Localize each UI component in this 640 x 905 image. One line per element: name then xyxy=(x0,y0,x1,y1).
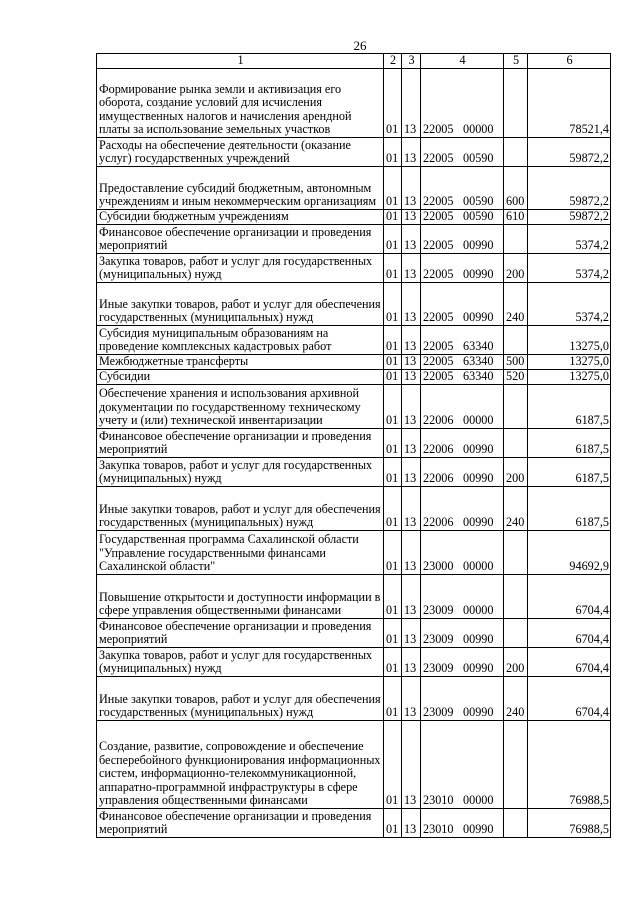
row-name: Иные закупки товаров, работ и услуг для обеспечения государственных (муниципальных) нужд xyxy=(97,487,384,531)
row-target-article xyxy=(421,575,504,619)
table-row xyxy=(97,138,611,167)
row-section: 01 xyxy=(384,575,402,619)
row-subsection: 13 xyxy=(402,677,421,721)
row-article-direction: 00000 xyxy=(463,122,494,137)
row-subsection: 13 xyxy=(402,385,421,429)
header-col-4: 4 xyxy=(421,54,504,69)
row-target-article xyxy=(421,721,504,809)
row-target-article xyxy=(421,69,504,138)
row-name: Финансовое обеспечение организации и проведения мероприятий xyxy=(97,429,384,458)
row-name: Государственная программа Сахалинской области "Управление государственными финансами Сахалинской области" xyxy=(97,531,384,575)
row-section: 01 xyxy=(384,648,402,677)
row-amount: 6704,4 xyxy=(528,648,611,677)
row-article-direction: 00000 xyxy=(463,559,494,574)
row-article-program: 22005 xyxy=(423,369,454,384)
row-expense-type: 240 xyxy=(504,487,528,531)
row-article-program: 22006 xyxy=(423,471,454,486)
row-target-article xyxy=(421,138,504,167)
row-article-direction: 00590 xyxy=(463,194,494,209)
row-article-direction: 00990 xyxy=(463,661,494,676)
row-amount: 76988,5 xyxy=(528,809,611,838)
row-expense-type: 500 xyxy=(504,355,528,370)
row-amount: 6187,5 xyxy=(528,385,611,429)
row-expense-type: 520 xyxy=(504,370,528,385)
row-subsection: 13 xyxy=(402,210,421,225)
row-expense-type: 600 xyxy=(504,167,528,210)
row-article-program: 22006 xyxy=(423,413,454,428)
row-amount: 6187,5 xyxy=(528,458,611,487)
row-expense-type xyxy=(504,385,528,429)
row-section: 01 xyxy=(384,138,402,167)
page-number: 26 xyxy=(353,38,367,53)
row-article-direction: 00990 xyxy=(463,632,494,647)
row-section: 01 xyxy=(384,326,402,355)
table-row xyxy=(97,355,611,370)
row-subsection: 13 xyxy=(402,648,421,677)
table-row xyxy=(97,326,611,355)
row-article-program: 22006 xyxy=(423,442,454,457)
row-target-article xyxy=(421,355,504,370)
row-target-article xyxy=(421,429,504,458)
row-name: Иные закупки товаров, работ и услуг для обеспечения государственных (муниципальных) нужд xyxy=(97,677,384,721)
row-amount: 5374,2 xyxy=(528,254,611,283)
row-name: Финансовое обеспечение организации и проведения мероприятий xyxy=(97,809,384,838)
row-article-direction: 00990 xyxy=(463,705,494,720)
budget-table xyxy=(96,53,611,838)
row-name: Субсидии xyxy=(97,370,384,385)
row-article-program: 23009 xyxy=(423,603,454,618)
row-expense-type: 200 xyxy=(504,458,528,487)
row-amount: 76988,5 xyxy=(528,721,611,809)
row-expense-type xyxy=(504,326,528,355)
row-section: 01 xyxy=(384,283,402,326)
row-subsection: 13 xyxy=(402,355,421,370)
row-name: Расходы на обеспечение деятельности (оказание услуг) государственных учреждений xyxy=(97,138,384,167)
row-target-article xyxy=(421,210,504,225)
table-row xyxy=(97,429,611,458)
row-article-direction: 63340 xyxy=(463,354,494,369)
row-name: Закупка товаров, работ и услуг для государственных (муниципальных) нужд xyxy=(97,254,384,283)
row-name: Предоставление субсидий бюджетным, автономным учреждениям и иным некоммерческим организациям xyxy=(97,167,384,210)
row-amount: 6187,5 xyxy=(528,429,611,458)
row-expense-type xyxy=(504,809,528,838)
row-name: Закупка товаров, работ и услуг для государственных (муниципальных) нужд xyxy=(97,458,384,487)
row-amount: 6704,4 xyxy=(528,677,611,721)
row-subsection: 13 xyxy=(402,254,421,283)
row-amount: 59872,2 xyxy=(528,167,611,210)
row-name: Субсидии бюджетным учреждениям xyxy=(97,210,384,225)
row-article-direction: 00000 xyxy=(463,793,494,808)
row-target-article xyxy=(421,254,504,283)
row-article-program: 23010 xyxy=(423,822,454,837)
row-target-article xyxy=(421,677,504,721)
row-subsection: 13 xyxy=(402,69,421,138)
row-section: 01 xyxy=(384,385,402,429)
row-section: 01 xyxy=(384,370,402,385)
row-amount: 13275,0 xyxy=(528,326,611,355)
row-expense-type: 240 xyxy=(504,283,528,326)
row-article-program: 23009 xyxy=(423,661,454,676)
row-name: Обеспечение хранения и использования архивной документации по государственному техническому учету и (или) технической инвентаризации xyxy=(97,385,384,429)
table-row xyxy=(97,809,611,838)
row-name: Финансовое обеспечение организации и проведения мероприятий xyxy=(97,225,384,254)
row-expense-type xyxy=(504,721,528,809)
row-target-article xyxy=(421,385,504,429)
row-article-program: 23009 xyxy=(423,632,454,647)
row-amount: 59872,2 xyxy=(528,138,611,167)
table-row xyxy=(97,677,611,721)
row-article-direction: 00990 xyxy=(463,267,494,282)
row-article-direction: 00990 xyxy=(463,822,494,837)
table-row xyxy=(97,69,611,138)
row-target-article xyxy=(421,531,504,575)
header-col-5: 5 xyxy=(504,54,528,69)
row-name: Повышение открытости и доступности информации в сфере управления общественными финансами xyxy=(97,575,384,619)
table-row xyxy=(97,225,611,254)
row-name: Иные закупки товаров, работ и услуг для обеспечения государственных (муниципальных) нужд xyxy=(97,283,384,326)
row-section: 01 xyxy=(384,809,402,838)
row-article-program: 23000 xyxy=(423,559,454,574)
row-target-article xyxy=(421,619,504,648)
row-amount: 5374,2 xyxy=(528,225,611,254)
table-row xyxy=(97,283,611,326)
row-section: 01 xyxy=(384,677,402,721)
row-name: Закупка товаров, работ и услуг для государственных (муниципальных) нужд xyxy=(97,648,384,677)
header-col-6: 6 xyxy=(528,54,611,69)
row-article-program: 22005 xyxy=(423,209,454,224)
row-article-program: 22005 xyxy=(423,310,454,325)
row-target-article xyxy=(421,487,504,531)
row-section: 01 xyxy=(384,429,402,458)
row-target-article xyxy=(421,370,504,385)
row-subsection: 13 xyxy=(402,575,421,619)
row-amount: 94692,9 xyxy=(528,531,611,575)
row-subsection: 13 xyxy=(402,283,421,326)
row-article-program: 22005 xyxy=(423,339,454,354)
row-article-direction: 00990 xyxy=(463,238,494,253)
table-row xyxy=(97,385,611,429)
row-name: Межбюджетные трансферты xyxy=(97,355,384,370)
table-row xyxy=(97,531,611,575)
row-article-direction: 00990 xyxy=(463,442,494,457)
row-expense-type xyxy=(504,69,528,138)
row-section: 01 xyxy=(384,531,402,575)
row-subsection: 13 xyxy=(402,458,421,487)
row-expense-type: 200 xyxy=(504,648,528,677)
row-article-direction: 00590 xyxy=(463,151,494,166)
header-col-2: 2 xyxy=(384,54,402,69)
row-article-direction: 00990 xyxy=(463,515,494,530)
row-amount: 5374,2 xyxy=(528,283,611,326)
row-amount: 6187,5 xyxy=(528,487,611,531)
row-section: 01 xyxy=(384,225,402,254)
row-target-article xyxy=(421,167,504,210)
table-row xyxy=(97,458,611,487)
table-row xyxy=(97,370,611,385)
row-name: Финансовое обеспечение организации и проведения мероприятий xyxy=(97,619,384,648)
row-subsection: 13 xyxy=(402,326,421,355)
row-target-article xyxy=(421,458,504,487)
row-section: 01 xyxy=(384,167,402,210)
table-header-row xyxy=(97,54,611,69)
row-article-program: 22005 xyxy=(423,122,454,137)
row-subsection: 13 xyxy=(402,619,421,648)
row-article-program: 22005 xyxy=(423,267,454,282)
row-article-program: 22005 xyxy=(423,151,454,166)
row-expense-type xyxy=(504,138,528,167)
row-article-program: 22005 xyxy=(423,194,454,209)
row-article-direction: 63340 xyxy=(463,369,494,384)
table-row xyxy=(97,167,611,210)
row-section: 01 xyxy=(384,487,402,531)
row-section: 01 xyxy=(384,721,402,809)
row-name: Создание, развитие, сопровождение и обеспечение бесперебойного функционирования информационных систем, информационно-телекоммуникационной, аппаратно-программной инфраструктуры в сфере управления общественными финансами xyxy=(97,721,384,809)
row-article-program: 23010 xyxy=(423,793,454,808)
row-amount: 59872,2 xyxy=(528,210,611,225)
row-expense-type: 240 xyxy=(504,677,528,721)
row-section: 01 xyxy=(384,458,402,487)
row-subsection: 13 xyxy=(402,370,421,385)
row-subsection: 13 xyxy=(402,721,421,809)
table-row xyxy=(97,648,611,677)
row-article-program: 22005 xyxy=(423,238,454,253)
row-target-article xyxy=(421,809,504,838)
row-target-article xyxy=(421,326,504,355)
table-row xyxy=(97,254,611,283)
row-expense-type xyxy=(504,531,528,575)
row-expense-type xyxy=(504,429,528,458)
row-amount: 6704,4 xyxy=(528,619,611,648)
row-expense-type xyxy=(504,619,528,648)
header-col-1: 1 xyxy=(97,54,384,69)
row-article-direction: 00000 xyxy=(463,413,494,428)
row-name: Формирование рынка земли и активизация его оборота, создание условий для исчисления имущественных налогов и начисления арендной платы за использование земельных участков xyxy=(97,69,384,138)
row-article-direction: 00990 xyxy=(463,310,494,325)
row-name: Субсидия муниципальным образованиям на проведение комплексных кадастровых работ xyxy=(97,326,384,355)
row-article-direction: 00590 xyxy=(463,209,494,224)
row-section: 01 xyxy=(384,210,402,225)
row-subsection: 13 xyxy=(402,138,421,167)
row-subsection: 13 xyxy=(402,225,421,254)
table-row xyxy=(97,721,611,809)
row-target-article xyxy=(421,225,504,254)
table-row xyxy=(97,619,611,648)
row-subsection: 13 xyxy=(402,531,421,575)
table-row xyxy=(97,575,611,619)
row-expense-type: 200 xyxy=(504,254,528,283)
row-amount: 6704,4 xyxy=(528,575,611,619)
row-target-article xyxy=(421,648,504,677)
row-article-direction: 63340 xyxy=(463,339,494,354)
row-subsection: 13 xyxy=(402,487,421,531)
row-subsection: 13 xyxy=(402,429,421,458)
row-amount: 13275,0 xyxy=(528,355,611,370)
row-section: 01 xyxy=(384,619,402,648)
row-amount: 13275,0 xyxy=(528,370,611,385)
row-expense-type xyxy=(504,225,528,254)
row-subsection: 13 xyxy=(402,809,421,838)
row-subsection: 13 xyxy=(402,167,421,210)
table-row xyxy=(97,487,611,531)
row-section: 01 xyxy=(384,69,402,138)
table-row xyxy=(97,210,611,225)
row-section: 01 xyxy=(384,355,402,370)
row-section: 01 xyxy=(384,254,402,283)
row-expense-type: 610 xyxy=(504,210,528,225)
row-expense-type xyxy=(504,575,528,619)
row-article-program: 22006 xyxy=(423,515,454,530)
header-col-3: 3 xyxy=(402,54,421,69)
row-article-program: 22005 xyxy=(423,354,454,369)
row-article-direction: 00000 xyxy=(463,603,494,618)
row-article-direction: 00990 xyxy=(463,471,494,486)
row-target-article xyxy=(421,283,504,326)
row-amount: 78521,4 xyxy=(528,69,611,138)
row-article-program: 23009 xyxy=(423,705,454,720)
